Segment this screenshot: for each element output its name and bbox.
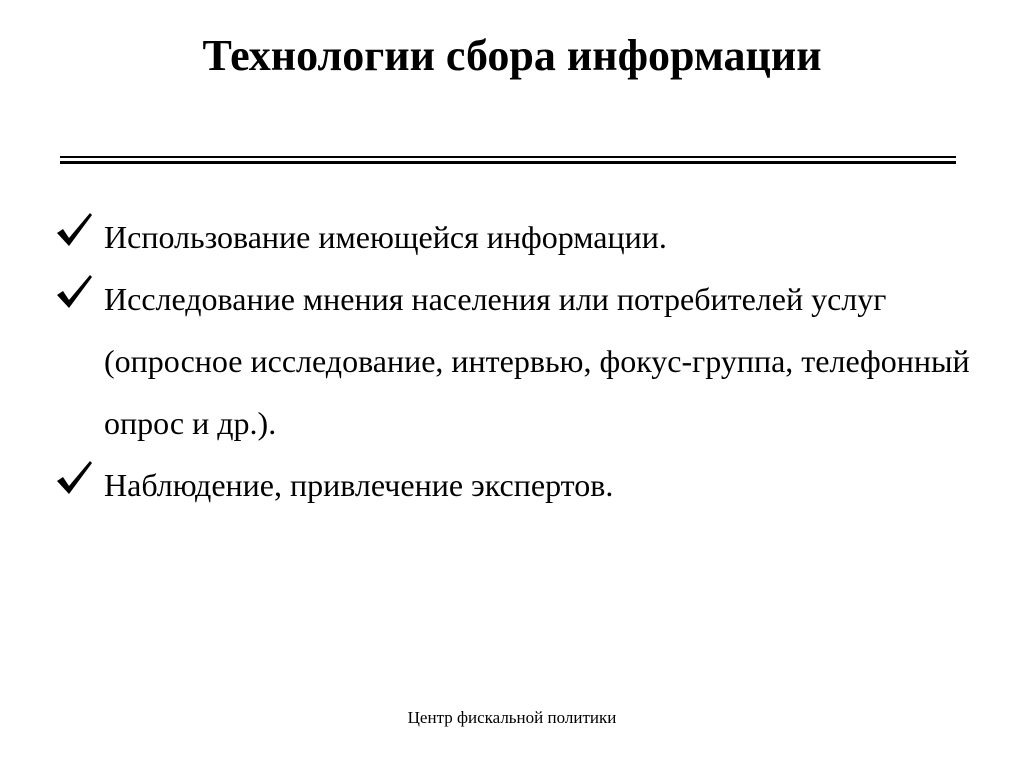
bullet-text: Использование имеющейся информации. bbox=[104, 219, 667, 255]
bullet-list bbox=[50, 206, 990, 516]
checkmark-icon bbox=[54, 210, 94, 250]
bullet-text: Исследование мнения населения или потребителей услуг (опросное исследование, интервью, фокус-группа, телефонный опрос и др.). bbox=[104, 281, 970, 441]
checkmark-icon bbox=[54, 272, 94, 312]
bullet-text: Наблюдение, привлечение экспертов. bbox=[104, 467, 614, 503]
checkmark-icon bbox=[54, 458, 94, 498]
bullet-item bbox=[50, 454, 990, 516]
bullet-item bbox=[50, 268, 990, 454]
title-divider-bottom bbox=[60, 161, 956, 164]
footer-text: Центр фискальной политики bbox=[407, 708, 617, 727]
title-divider-top bbox=[60, 156, 956, 158]
slide-title: Технологии сбора информации bbox=[202, 31, 822, 80]
bullet-item bbox=[50, 206, 990, 268]
